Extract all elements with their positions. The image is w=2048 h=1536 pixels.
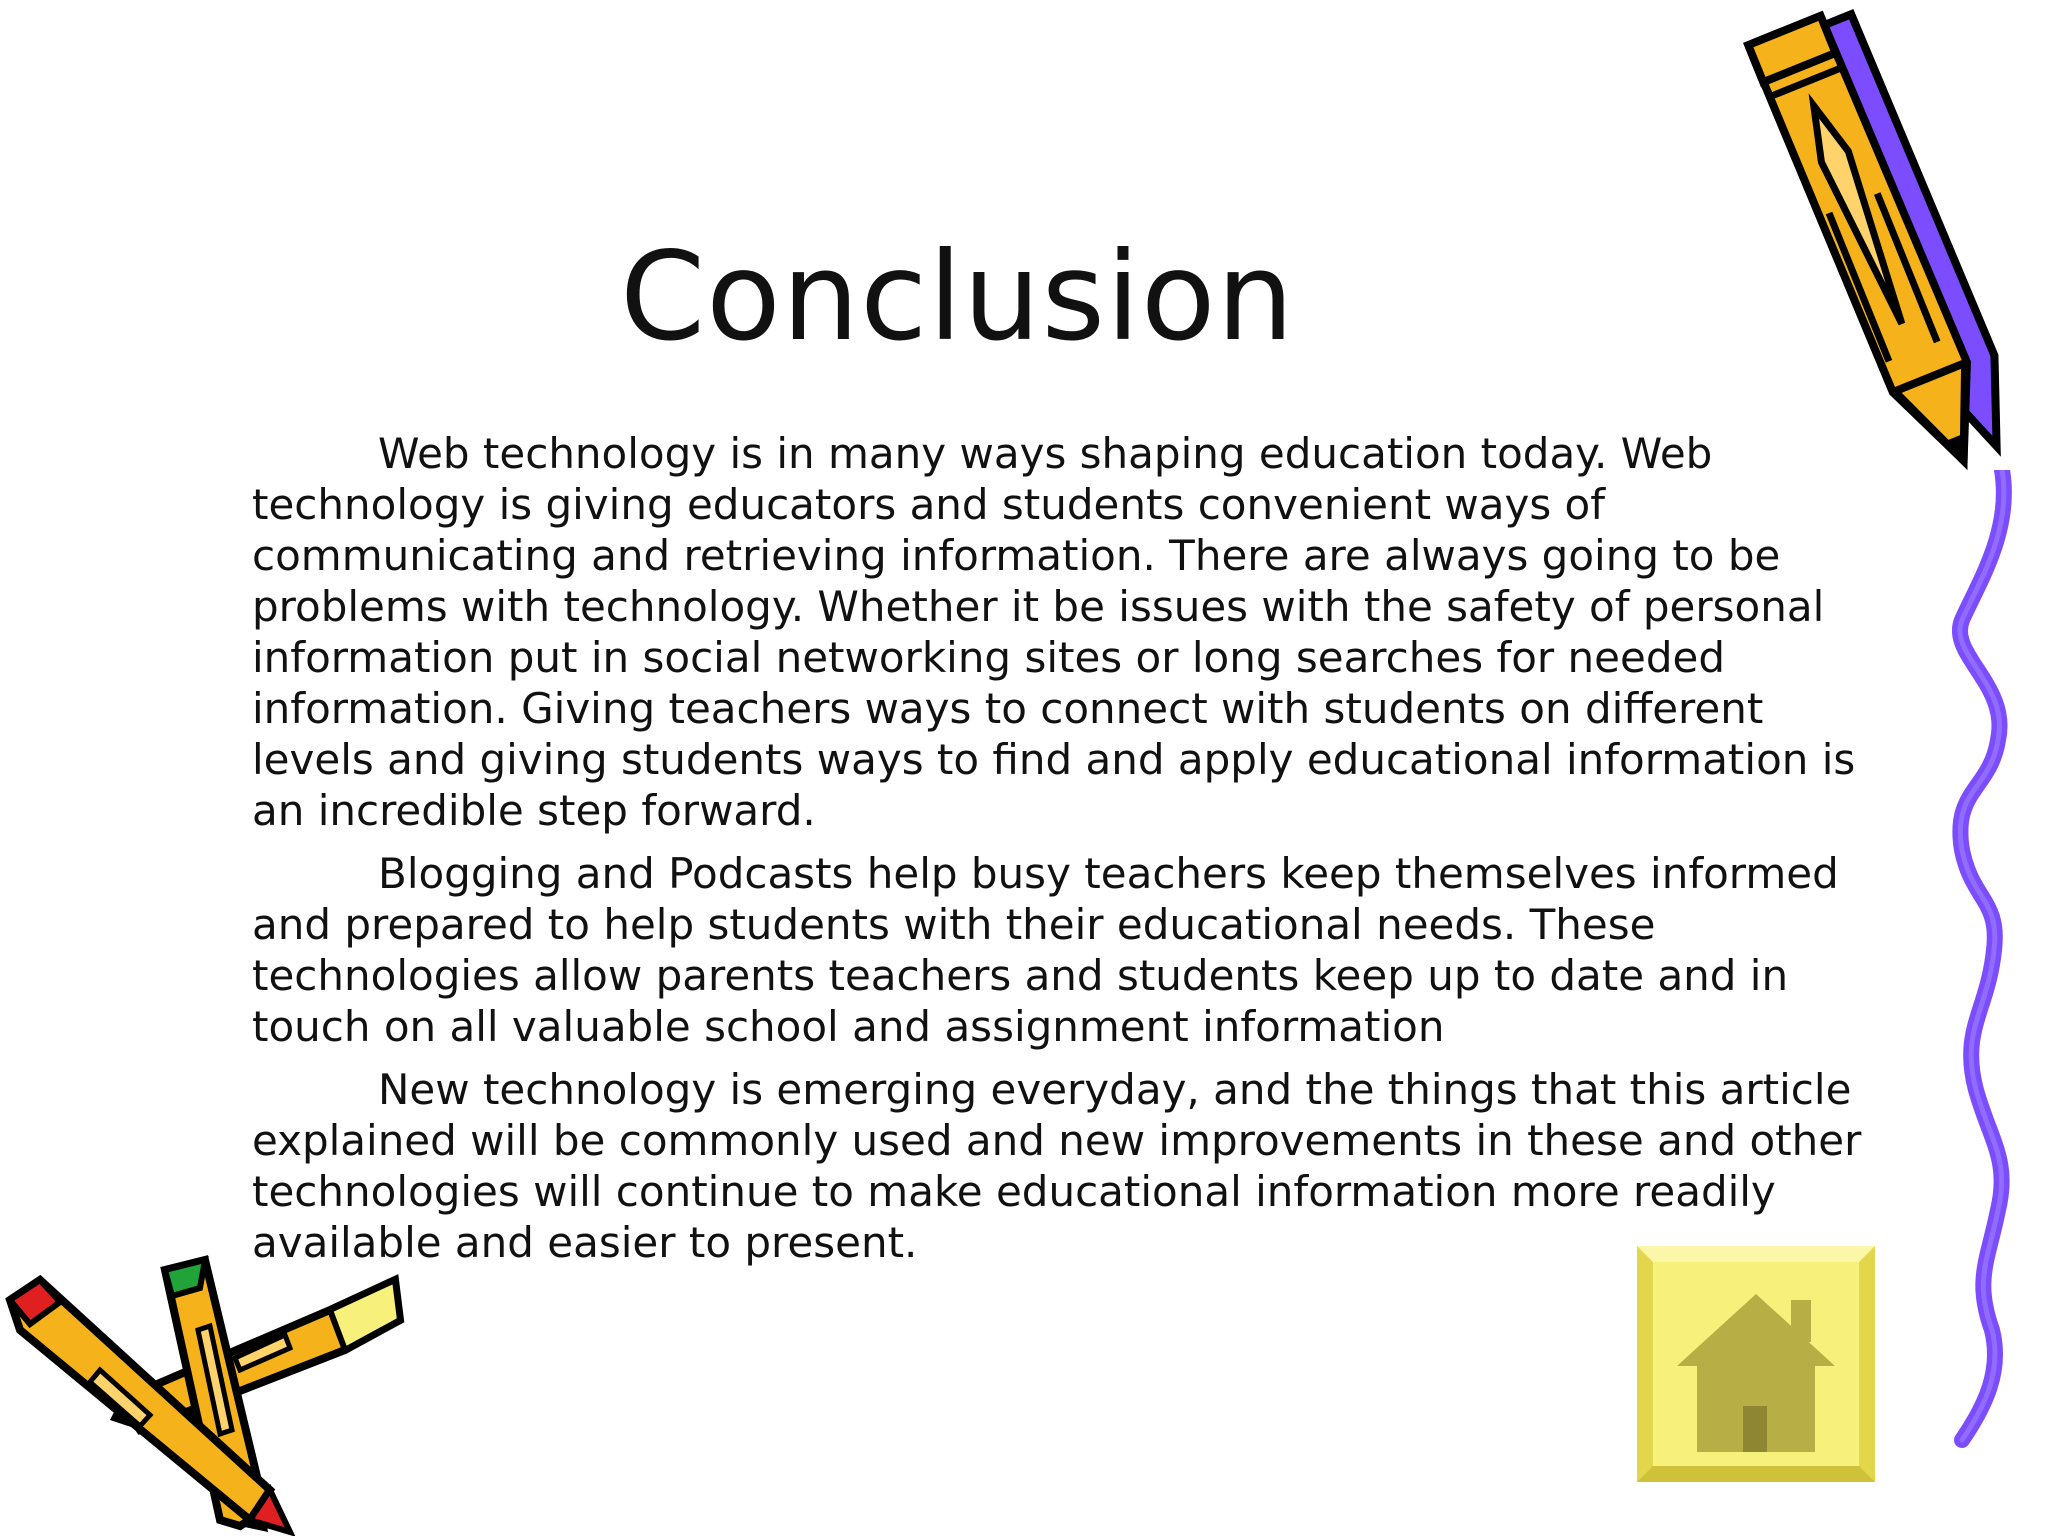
pencil-icon [1720,0,2020,490]
home-button[interactable] [1637,1246,1875,1482]
slide-title: Conclusion [620,226,1295,368]
paragraph: Blogging and Podcasts help busy teachers keep themselves informed and prepared to help students with their educational needs. These technologies allow parents teachers and students keep up to date and in touch on all valuable school and assignment information [252,849,1839,1051]
crossed-pencils-icon [0,1240,410,1536]
home-icon [1637,1246,1875,1482]
slide-body [252,428,1872,1280]
paragraph: New technology is emerging everyday, and the things that this article explained will be commonly used and new improvements in these and other technologies will continue to make educational information more readily available and easier to present. [252,1065,1862,1267]
squiggle-line-decoration [1940,470,2030,1450]
paragraph: Web technology is in many ways shaping education today. Web technology is giving educators and students convenient ways of communicating and retrieving information. There are always going to be problems with technology. Whether it be issues with the safety of personal information put in social networking sites or long searches for needed information. Giving teachers ways to connect with students on different levels and giving students ways to find and apply educational information is an incredible step forward. [252,429,1856,835]
